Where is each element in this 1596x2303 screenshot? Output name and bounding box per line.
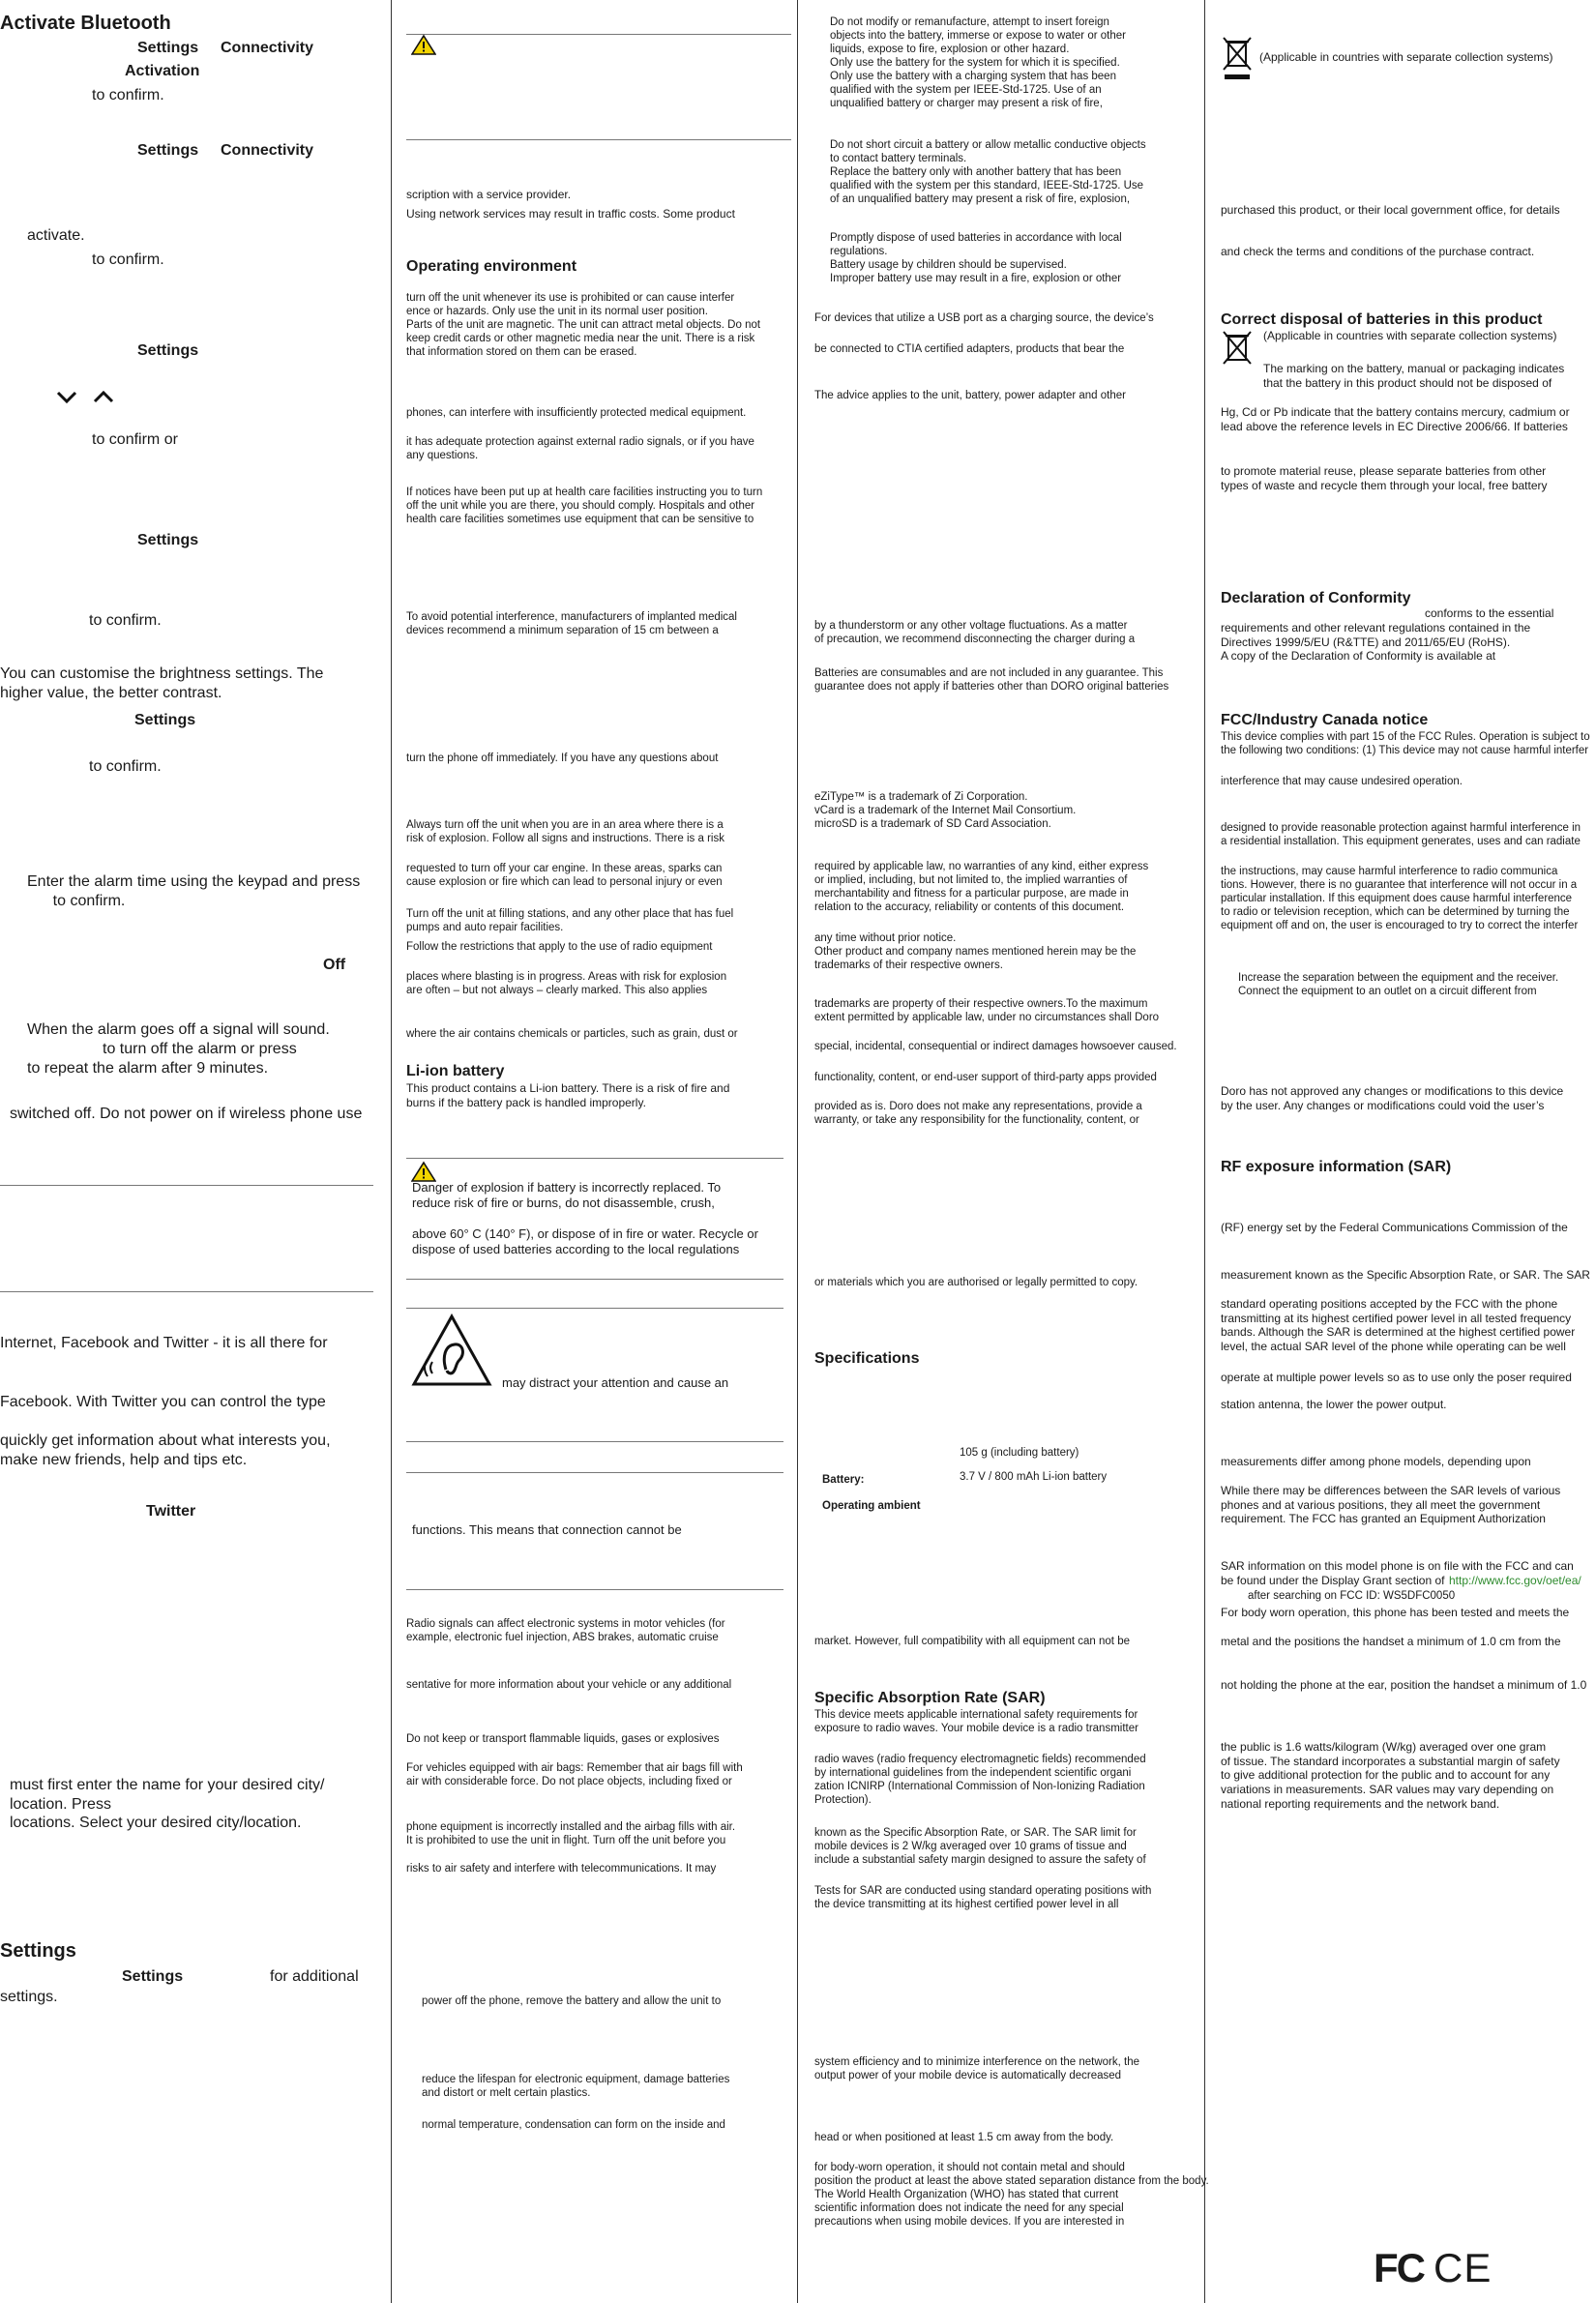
sar-text: head or when positioned at least 1.5 cm away from the body. — [814, 2132, 1114, 2143]
body-text: To avoid potential interference, manufacturers of implanted medical devices recommend a minimum separation of 15 cm between a — [406, 611, 737, 637]
rf-text: SAR information on this model phone is on file with the FCC and can be found under the Display Grant section of — [1221, 1559, 1574, 1587]
crossed-bin-icon — [1222, 35, 1255, 81]
body-text: The marking on the battery, manual or packaging indicates that the battery in this product should not be disposed of — [1263, 362, 1565, 390]
heading-fcc: FCC/Industry Canada notice — [1221, 712, 1429, 728]
fcc-id-text: after searching on FCC ID: WS5DFC0050 — [1248, 1590, 1456, 1602]
menu-settings: Settings — [137, 40, 199, 56]
heading-sar: Specific Absorption Rate (SAR) — [814, 1690, 1046, 1706]
rf-text: standard operating positions accepted by the FCC with the phone transmitting at its highest certified power level in all tested frequency bands. Although the SAR is determined at the highest certified power level, the actual SAR level of the phone while operating can be well — [1221, 1297, 1576, 1353]
rf-text: not holding the phone at the ear, position the handset a minimum of 1.0 — [1221, 1678, 1587, 1692]
menu-settings: Settings — [122, 1968, 184, 1985]
body-text: sentative for more information about your vehicle or any additional — [406, 1679, 732, 1691]
warning-text: above 60° C (140° F), or dispose of in fire or water. Recycle or dispose of used batteries according to the local regulations — [412, 1226, 758, 1256]
weather-text: must first enter the name for your desired city/ location. Press locations. Select your desired city/location. — [10, 1777, 325, 1832]
spec-label: Operating ambient — [822, 1500, 921, 1512]
chevron-down-up-icon — [56, 389, 120, 406]
body-text: places where blasting is in progress. Areas with risk for explosion are often – but not always – clearly marked. This also applies — [406, 971, 727, 997]
ce-mark-logo: CE — [1433, 2245, 1493, 2290]
body-text: This product contains a Li-ion battery. There is a risk of fire and burns if the battery pack is handled improperly. — [406, 1081, 730, 1109]
body-text: For vehicles equipped with air bags: Remember that air bags fill with air with considerable force. Do not place objects, including fixed or — [406, 1762, 743, 1788]
hearing-warning-icon — [411, 1314, 492, 1387]
body-text: requirements and other relevant regulations contained in the Directives 1999/5/EU (R&TTE) and 2011/65/EU (RoHS). A copy of the Declaration of Conformity is available at — [1221, 621, 1531, 664]
heading-li-ion-battery: Li-ion battery — [406, 1063, 505, 1079]
body-text: where the air contains chemicals or particles, such as grain, dust or — [406, 1028, 738, 1040]
body-text: requested to turn off your car engine. In these areas, sparks can cause explosion or fire which can lead to personal injury or even — [406, 863, 723, 889]
menu-settings: Settings — [134, 712, 196, 728]
rf-text: measurements differ among phone models, depending upon — [1221, 1455, 1531, 1468]
body-text: and check the terms and conditions of the purchase contract. — [1221, 245, 1535, 258]
body-text: phone equipment is incorrectly installed and the airbag fills with air. It is prohibited to use the unit in flight. Turn off the unit before you — [406, 1821, 736, 1847]
body-text: trademarks are property of their respective owners.To the maximum extent permitted by applicable law, under no circumstances shall Doro — [814, 998, 1160, 1024]
internet-text: Internet, Facebook and Twitter - it is all there for — [0, 1335, 328, 1351]
body-text: The advice applies to the unit, battery, power adapter and other — [814, 390, 1126, 401]
option-off: Off — [323, 957, 346, 973]
instruction-text: to confirm. — [89, 758, 162, 775]
menu-activation: Activation — [125, 63, 200, 79]
body-text: functionality, content, or end-user support of third-party apps provided — [814, 1072, 1157, 1083]
body-text: Follow the restrictions that apply to the use of radio equipment — [406, 941, 713, 953]
body-text: turn off the unit whenever its use is prohibited or can cause interfer ence or hazards. Only use the unit in its normal user position. Parts of the unit are magnetic. The unit can attract metal objects. Do not keep credit cards or other magnetic media near the unit. There is a risk that information stored on them can be erased. — [406, 292, 761, 359]
rf-text: the public is 1.6 watts/kilogram (W/kg) averaged over one gram of tissue. The standard incorporates a substantial margin of safety to give additional protection for the public and to account for any variations in measurements. SAR values may vary depending on national reporting requirements and the network band. — [1221, 1740, 1560, 1811]
column-2 — [406, 0, 793, 2303]
spec-battery: 3.7 V / 800 mAh Li-ion battery — [960, 1471, 1108, 1483]
body-text: turn the phone off immediately. If you have any questions about — [406, 753, 719, 764]
body-text: Do not keep or transport flammable liquids, gases or explosives — [406, 1733, 720, 1745]
body-text: it has adequate protection against external radio signals, or if you have any questions. — [406, 436, 754, 462]
divider — [0, 1185, 373, 1186]
body-text: any time without prior notice. Other product and company names mentioned herein may be the trademarks of their respective owners. — [814, 932, 1137, 972]
applicable-text: (Applicable in countries with separate collection systems) — [1263, 329, 1557, 342]
brightness-text: You can customise the brightness settings. The higher value, the better contrast. — [0, 665, 324, 701]
rf-text: (RF) energy set by the Federal Communications Commission of the — [1221, 1221, 1568, 1234]
body-text: phones, can interfere with insufficiently protected medical equipment. — [406, 407, 747, 419]
column-4 — [1219, 0, 1596, 2303]
column-3 — [811, 0, 1209, 2303]
heading-declaration: Declaration of Conformity — [1221, 590, 1411, 606]
rf-text: For body worn operation, this phone has been tested and meets the — [1221, 1606, 1570, 1619]
trademark-text: eZiType™ is a trademark of Zi Corporation. vCard is a trademark of the Internet Mail Consortium. microSD is a trademark of SD Card Association. — [814, 791, 1077, 831]
instruction-text: activate. — [27, 227, 85, 244]
divider — [406, 34, 791, 35]
body-text: be connected to CTIA certified adapters, products that bear the — [814, 343, 1125, 355]
fcc-text: interference that may cause undesired operation. — [1221, 776, 1463, 787]
settings-text: settings. — [0, 1989, 58, 2005]
battery-warnings: Promptly dispose of used batteries in accordance with local regulations. Battery usage by children should be supervised. Improper battery use may result in a fire, explosion or other — [830, 232, 1122, 285]
body-text: Hg, Cd or Pb indicate that the battery contains mercury, cadmium or lead above the reference levels in EC Directive 2006/66. If batteries — [1221, 405, 1570, 433]
divider — [406, 1441, 783, 1442]
divider — [406, 1308, 783, 1309]
instruction-text: to confirm. — [89, 612, 162, 629]
body-text: normal temperature, condensation can form on the inside and — [422, 2119, 725, 2131]
body-text: to promote material reuse, please separate batteries from other types of waste and recycle them through your local, free battery — [1221, 464, 1548, 492]
divider — [406, 1279, 783, 1280]
menu-settings: Settings — [137, 342, 199, 359]
fcc-text: designed to provide reasonable protection against harmful interference in a residential installation. This equipment generates, uses and can radiate — [1221, 822, 1581, 848]
divider — [0, 1291, 373, 1292]
heading-specifications: Specifications — [814, 1350, 920, 1367]
sar-text: This device meets applicable international safety requirements for exposure to radio waves. Your mobile device is a radio transmitter — [814, 1709, 1138, 1735]
body-text: Always turn off the unit when you are in an area where there is a risk of explosion. Follow all signs and instructions. There is a risk — [406, 819, 724, 845]
column-divider-1 — [391, 0, 392, 2303]
column-divider-2 — [797, 0, 798, 2303]
fcc-link[interactable]: http://www.fcc.gov/oet/ea/ — [1449, 1574, 1581, 1587]
battery-warnings: Do not modify or remanufacture, attempt to insert foreign objects into the battery, immerse or expose to water or other liquids, expose to fire, explosion or other hazard. Only use the battery for the system for which it is specified. Only use the battery with a charging system that has been qualified with the system per IEEE-Std-1725. Use of an unqualified battery or charger may present a risk of fire, — [830, 16, 1126, 110]
spec-weight: 105 g (including battery) — [960, 1447, 1079, 1459]
sar-text: Tests for SAR are conducted using standard operating positions with the device transmitting at its highest certified power level in all — [814, 1885, 1152, 1911]
menu-settings: Settings — [137, 532, 199, 548]
body-text: or materials which you are authorised or legally permitted to copy. — [814, 1277, 1138, 1288]
heading-operating-environment: Operating environment — [406, 258, 577, 275]
sar-text: for body-worn operation, it should not contain metal and should position the product at least the above stated separation distance from the body. The World Health Organization (WHO) has stated that current scientific information does not indicate the need for any special precautions when using mobile devices. If you are interested in — [814, 2162, 1209, 2229]
body-text: Radio signals can affect electronic systems in motor vehicles (for example, electronic fuel injection, ABS brakes, automatic cruise — [406, 1618, 725, 1644]
emergency-text: functions. This means that connection cannot be — [412, 1522, 682, 1537]
body-text: Using network services may result in traffic costs. Some product — [406, 207, 735, 221]
instruction-text: to confirm or — [92, 431, 178, 448]
warning-icon — [411, 1161, 436, 1182]
menu-twitter: Twitter — [146, 1503, 196, 1520]
rf-text: metal and the positions the handset a minimum of 1.0 cm from the — [1221, 1635, 1561, 1648]
alarm-instruction: Enter the alarm time using the keypad and press to confirm. — [27, 873, 361, 909]
body-text: reduce the lifespan for electronic equipment, damage batteries and distort or melt certain plastics. — [422, 2074, 730, 2100]
divider — [406, 1158, 783, 1159]
column-divider-3 — [1204, 0, 1205, 2303]
body-text: required by applicable law, no warranties of any kind, either express or implied, including, but not limited to, the implied warranties of merchantability and fitness for a particular purpose, are made in relation to the accuracy, reliability or contents of this document. — [814, 861, 1149, 914]
info-text: quickly get information about what interests you, make new friends, help and tips etc. — [0, 1432, 331, 1468]
divider — [406, 1589, 783, 1590]
rf-text: operate at multiple power levels so as to use only the poser required — [1221, 1371, 1572, 1384]
body-text: risks to air safety and interfere with telecommunications. It may — [406, 1863, 717, 1875]
fcc-logo: FC — [1374, 2245, 1424, 2290]
alarm-text: to turn off the alarm or press — [103, 1041, 297, 1057]
body-text: scription with a service provider. — [406, 188, 572, 201]
body-text: provided as is. Doro does not make any representations, provide a warranty, or take any responsibility for the functionality, content, or — [814, 1101, 1142, 1127]
body-text: conforms to the essential — [1425, 606, 1554, 620]
fcc-text: This device complies with part 15 of the FCC Rules. Operation is subject to the following two conditions: (1) This device may not cause harmful interfer — [1221, 731, 1590, 757]
body-text: For devices that utilize a USB port as a charging source, the device’s — [814, 312, 1154, 324]
sar-text: radio waves (radio frequency electromagnetic fields) recommended by international guidelines from the independent scientific organi zation ICNIRP (International Commission of Non-Ionizing Radiation Protection). — [814, 1754, 1146, 1807]
fcc-text: the instructions, may cause harmful interference to radio communica tions. However, there is no guarantee that interference will not occur in a particular installation. If this equipment does cause harmful interference to radio or television reception, which can be determined by turning the equipment off and on, the user is encouraged to try to correct the interfer — [1221, 866, 1579, 932]
instruction-text: to confirm. — [92, 251, 164, 268]
sar-text: known as the Specific Absorption Rate, or SAR. The SAR limit for mobile devices is 2 W/kg averaged over 10 grams of tissue and include a substantial safety margin designed to assure the safety of — [814, 1827, 1146, 1867]
warning-icon — [411, 34, 436, 55]
alarm-text: to repeat the alarm after 9 minutes. — [27, 1060, 269, 1077]
body-text: by a thunderstorm or any other voltage fluctuations. As a matter of precaution, we recommend disconnecting the charger during a — [814, 620, 1136, 646]
heading-bluetooth: Activate Bluetooth — [0, 13, 171, 34]
body-text: Doro has not approved any changes or modifications to this device by the user. Any changes or modifications could void the user’s — [1221, 1084, 1564, 1112]
rf-text: measurement known as the Specific Absorption Rate, or SAR. The SAR — [1221, 1268, 1590, 1282]
crossed-bin-icon — [1222, 329, 1255, 368]
divider — [406, 139, 791, 140]
fcc-text: Increase the separation between the equipment and the receiver. Connect the equipment to an outlet on a circuit different from — [1238, 972, 1559, 998]
hearing-text: may distract your attention and cause an — [502, 1375, 729, 1390]
body-text: special, incidental, consequential or indirect damages howsoever caused. — [814, 1041, 1177, 1052]
rf-text: station antenna, the lower the power output. — [1221, 1398, 1447, 1411]
menu-settings: Settings — [137, 142, 199, 159]
instruction-text: to confirm. — [92, 87, 164, 103]
column-1 — [0, 0, 377, 2303]
body-text: market. However, full compatibility with all equipment can not be — [814, 1636, 1130, 1647]
divider — [406, 1472, 783, 1473]
menu-connectivity: Connectivity — [221, 40, 314, 56]
body-text: purchased this product, or their local government office, for details — [1221, 203, 1560, 217]
warning-text: Danger of explosion if battery is incorrectly replaced. To reduce risk of fire or burns, do not disassemble, crush, — [412, 1180, 722, 1210]
applicable-text: (Applicable in countries with separate collection systems) — [1259, 50, 1553, 64]
body-text: If notices have been put up at health care facilities instructing you to turn off the unit while you are there, you should comply. Hospitals and other health care facilities sometimes use equipment that can be sensitive to — [406, 487, 763, 526]
body-text: power off the phone, remove the battery and allow the unit to — [422, 1995, 722, 2007]
heading-battery-disposal: Correct disposal of batteries in this product — [1221, 311, 1543, 328]
body-text: Turn off the unit at filling stations, and any other place that has fuel pumps and auto repair facilities. — [406, 908, 734, 934]
alarm-text: When the alarm goes off a signal will sound. — [27, 1021, 330, 1038]
spec-label: Battery: — [822, 1474, 865, 1486]
settings-text: for additional — [270, 1968, 359, 1985]
facebook-text: Facebook. With Twitter you can control the type — [0, 1394, 326, 1410]
body-text: Batteries are consumables and are not included in any guarantee. This guarantee does not apply if batteries other than DORO original batteries — [814, 667, 1169, 694]
heading-rf-exposure: RF exposure information (SAR) — [1221, 1159, 1452, 1175]
heading-settings: Settings — [0, 1940, 76, 1962]
sar-text: system efficiency and to minimize interference on the network, the output power of your mobile device is automatically decreased — [814, 2056, 1140, 2082]
menu-connectivity: Connectivity — [221, 142, 314, 159]
rf-text: While there may be differences between the SAR levels of various phones and at various positions, they all meet the government requirement. The FCC has granted an Equipment Authorization — [1221, 1484, 1561, 1526]
flight-mode-text: switched off. Do not power on if wireless phone use — [10, 1106, 363, 1122]
battery-warnings: Do not short circuit a battery or allow metallic conductive objects to contact battery terminals. Replace the battery only with another battery that has been qualified with the system per this standard, IEEE-Std-1725. Use of an unqualified battery may present a risk of fire, explosion, — [830, 139, 1146, 206]
